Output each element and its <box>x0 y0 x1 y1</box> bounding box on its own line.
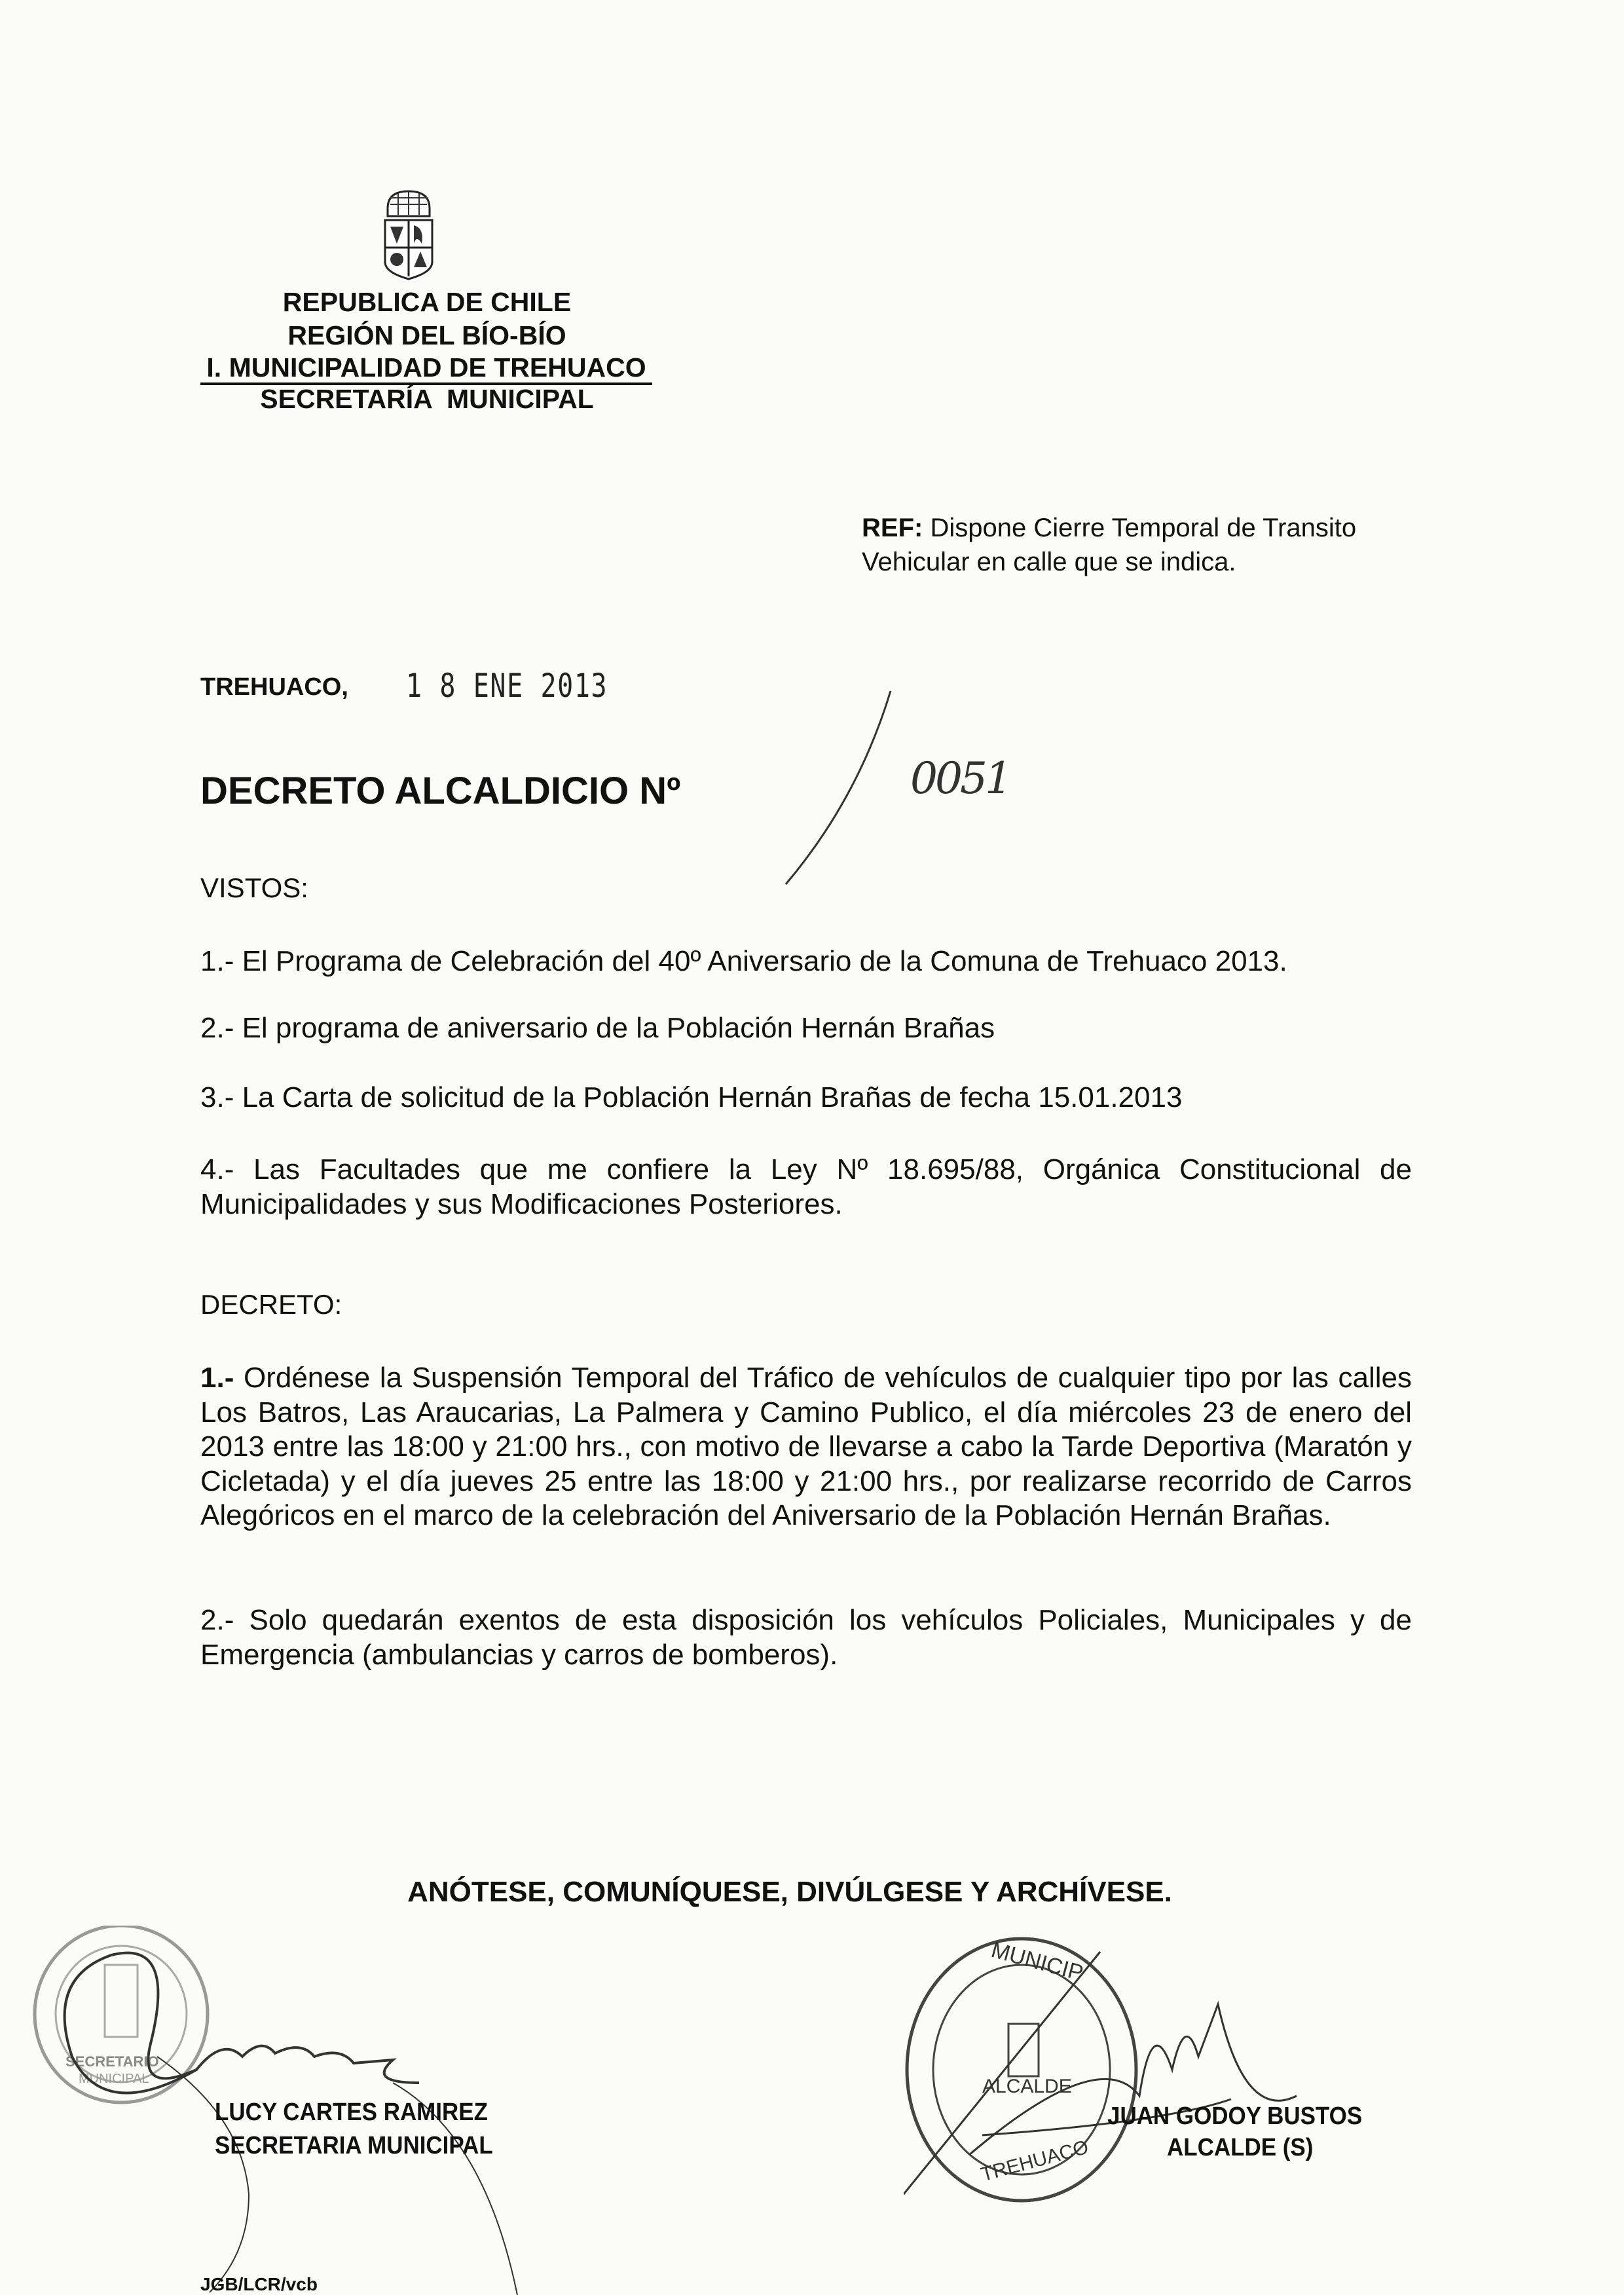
svg-text:MUNICIPAL: MUNICIPAL <box>79 2072 149 2086</box>
coat-of-arms-icon <box>378 189 439 280</box>
ref-label: REF: <box>862 513 923 542</box>
vistos-item-1: 1.- El Programa de Celebración del 40º Aniversario de la Comuna de Trehuaco 2013. <box>200 945 1287 977</box>
mayor-name: JUAN GODOY BUSTOS <box>1107 2102 1363 2130</box>
svg-text:MUNICIP: MUNICIP <box>988 1937 1086 1986</box>
decreto-heading: DECRETO: <box>200 1289 342 1320</box>
vistos-heading: VISTOS: <box>200 872 308 903</box>
secretary-title: SECRETARIA MUNICIPAL <box>215 2132 493 2159</box>
decreto-item-number: 2.- <box>200 1604 234 1636</box>
ref-line-1: Dispone Cierre Temporal de Transito <box>930 513 1357 542</box>
header-department: SECRETARÍA MUNICIPAL <box>260 384 594 414</box>
decreto-item-text: Solo quedarán exentos de esta disposición los vehículos Policiales, Municipales y de Emergencia (ambulancias y carros de bomberos). <box>200 1604 1412 1671</box>
secretary-name: LUCY CARTES RAMIREZ <box>215 2099 488 2126</box>
header-country: REPUBLICA DE CHILE <box>282 287 572 317</box>
mayor-title: ALCALDE (S) <box>1167 2134 1314 2161</box>
vistos-item-4: 4.- Las Facultades que me confiere la Ley Nº 18.695/88, Orgánica Constitucional de Municipalidades y sus Modificaciones Posteriores. <box>200 1153 1412 1220</box>
decreto-item-2 <box>200 1603 1412 1672</box>
initials: JGB/LCR/vcb <box>200 2274 318 2294</box>
ref-line-2: Vehicular en calle que se indica. <box>862 548 1236 576</box>
vistos-item-3: 3.- La Carta de solicitud de la Población Hernán Brañas de fecha 15.01.2013 <box>200 1081 1183 1113</box>
pen-stroke-icon <box>779 688 910 891</box>
date-stamp: 1 8 ENE 2013 <box>406 667 608 705</box>
decree-number-handwritten: 0051 <box>910 753 1010 804</box>
header-region: REGIÓN DEL BÍO-BÍO <box>287 320 566 350</box>
vistos-item-2: 2.- El programa de aniversario de la Población Hernán Brañas <box>200 1012 995 1044</box>
svg-text:SECRETARIO: SECRETARIO <box>65 2053 159 2070</box>
decreto-item-1 <box>200 1361 1412 1533</box>
decreto-item-text: Ordénese la Suspensión Temporal del Tráfico de vehículos de cualquier tipo por las calles Los Batros, Las Araucarias, La Palmera y Camino Publico, el día miércoles 23 de enero del 2013 entre las 18:00 y 21:00 hrs., con motivo de llevarse a cabo la Tarde Deportiva (Maratón y Cicletada) y el día jueves 25 entre las 18:00 y 21:00 hrs., por realizarse recorrido de Carros Alegóricos en el marco de la celebración del Aniversario de la Población Hernán Brañas. <box>200 1362 1412 1531</box>
date-place: TREHUACO, <box>200 673 348 701</box>
mayor-stamp-and-signature <box>904 1926 1559 2214</box>
decreto-item-number: 1.- <box>200 1362 234 1394</box>
svg-text:TREHUACO: TREHUACO <box>978 2136 1091 2186</box>
decree-title: DECRETO ALCALDICIO Nº <box>200 770 681 812</box>
closing-formula: ANÓTESE, COMUNÍQUESE, DIVÚLGESE Y ARCHÍVESE. <box>407 1876 1172 1908</box>
svg-text:ALCALDE: ALCALDE <box>982 2076 1072 2097</box>
reference-block <box>862 511 1356 579</box>
header-municipality: I. MUNICIPALIDAD DE TREHUACO <box>200 354 652 385</box>
